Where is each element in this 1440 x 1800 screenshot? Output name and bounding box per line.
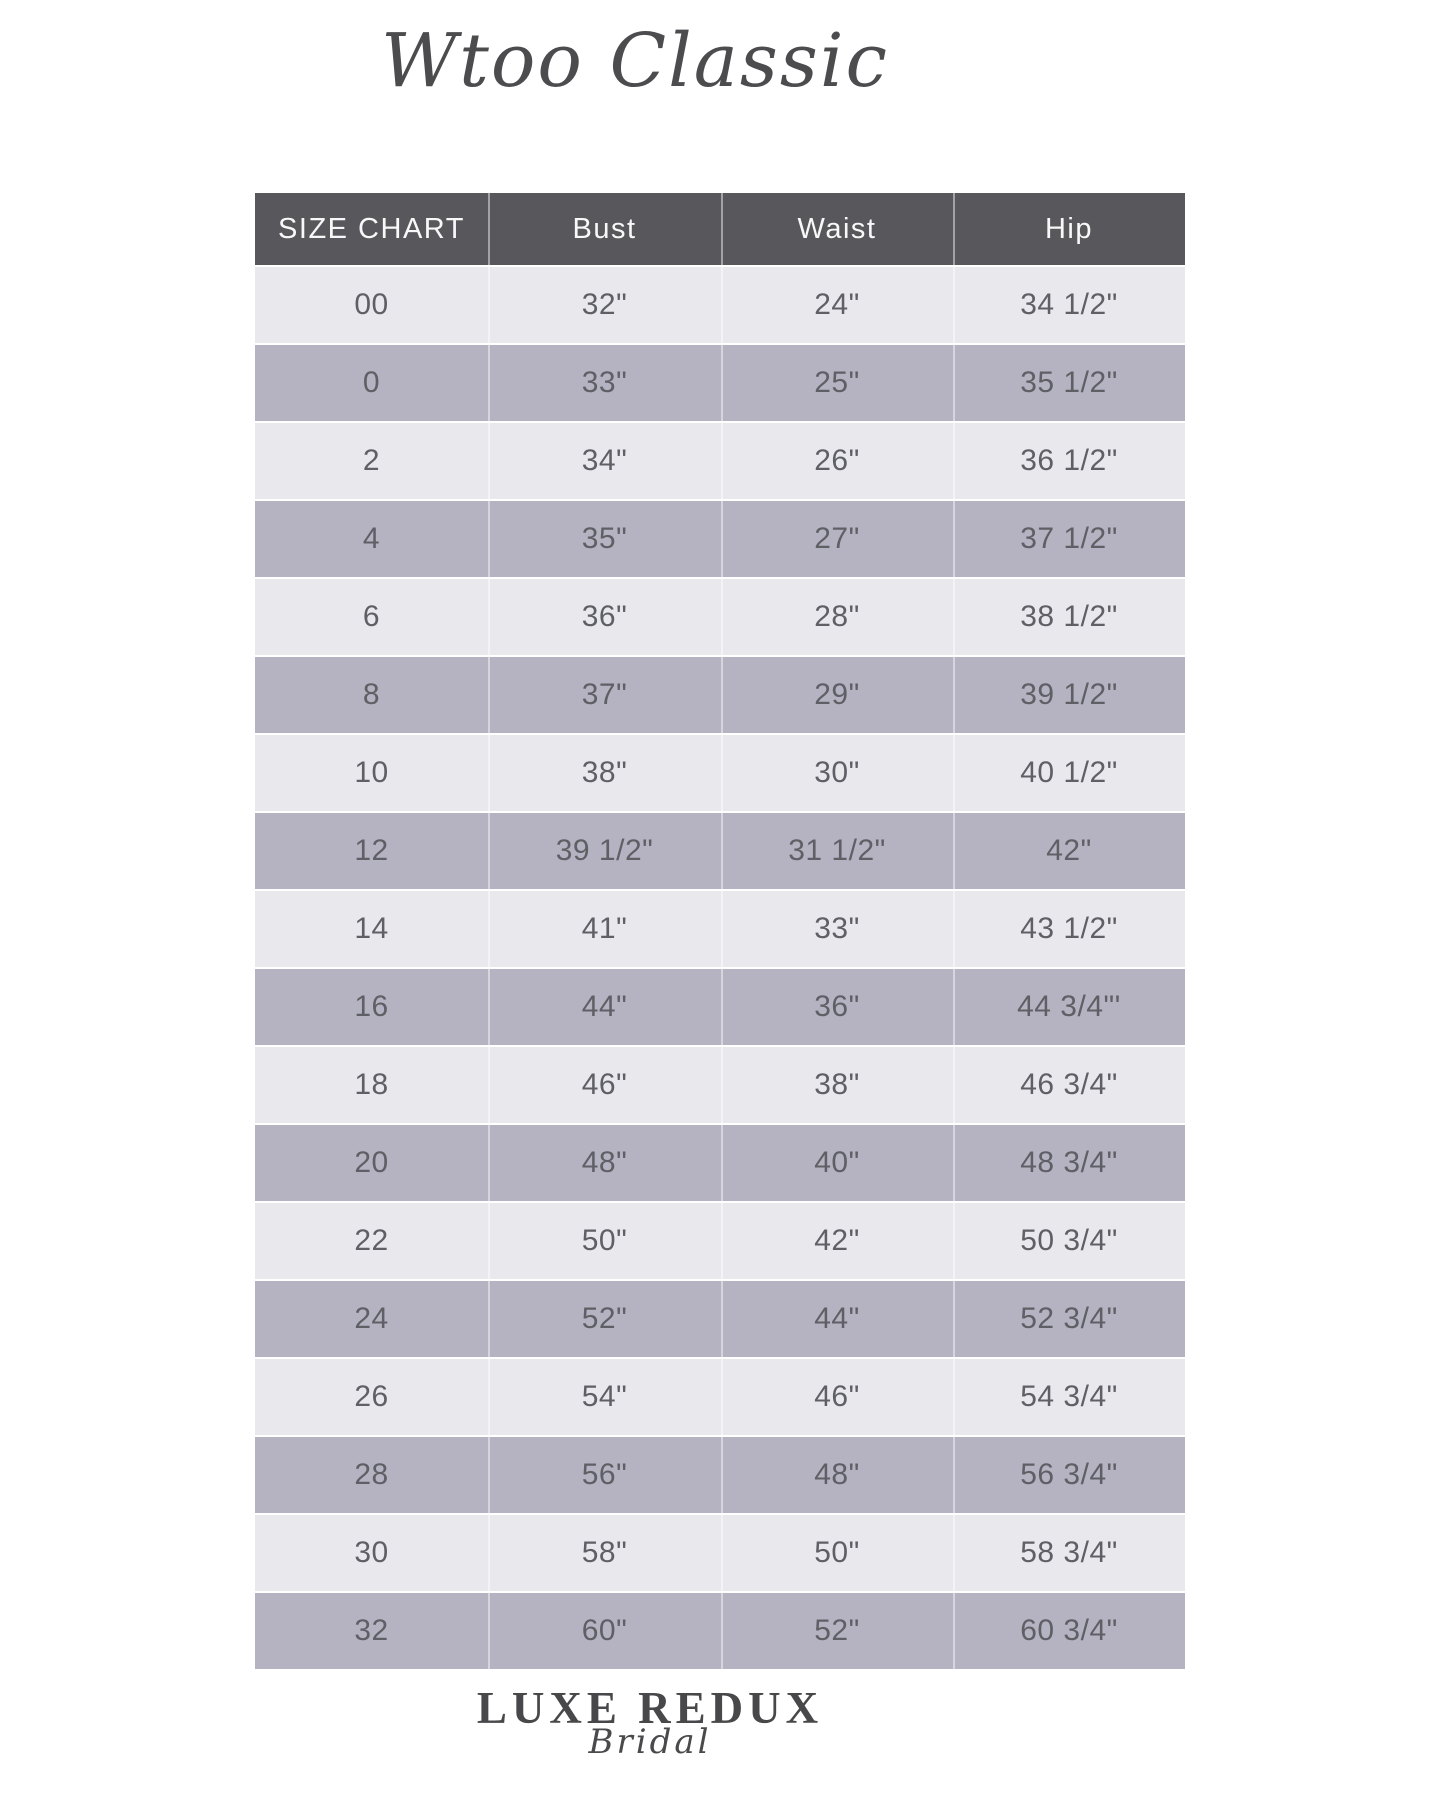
table-row [255,735,1185,811]
header-waist: Waist [721,193,953,265]
cell-waist: 52" [721,1593,953,1669]
cell-hip: 39 1/2" [953,657,1185,733]
cell-waist: 25" [721,345,953,421]
cell-hip: 34 1/2" [953,267,1185,343]
cell-hip: 46 3/4" [953,1047,1185,1123]
cell-size: 00 [354,288,389,321]
cell-size: 12 [354,834,389,867]
cell-size: 20 [354,1146,389,1179]
cell-bust: 32" [488,267,721,343]
table-row [255,1437,1185,1513]
table-row [255,579,1185,655]
cell-size: 24 [354,1302,389,1335]
table-row [255,1359,1185,1435]
cell-bust: 35" [488,501,721,577]
cell-size: 28 [354,1458,389,1491]
cell-hip: 42" [953,813,1185,889]
table-row [255,969,1185,1045]
cell-bust: 39 1/2" [488,813,721,889]
cell-waist: 46" [721,1359,953,1435]
table-header-row [255,193,1185,265]
cell-bust: 50" [488,1203,721,1279]
logo-tagline: Bridal [588,1722,712,1762]
cell-hip: 35 1/2" [953,345,1185,421]
cell-waist: 30" [721,735,953,811]
cell-bust: 38" [488,735,721,811]
cell-hip: 36 1/2" [953,423,1185,499]
cell-size: 18 [354,1068,389,1101]
cell-size: 10 [354,756,389,789]
cell-hip: 58 3/4" [953,1515,1185,1591]
cell-bust: 58" [488,1515,721,1591]
header-bust: Bust [488,193,721,265]
cell-bust: 54" [488,1359,721,1435]
cell-waist: 33" [721,891,953,967]
cell-waist: 31 1/2" [721,813,953,889]
cell-waist: 36" [721,969,953,1045]
cell-bust: 48" [488,1125,721,1201]
cell-waist: 28" [721,579,953,655]
cell-waist: 38" [721,1047,953,1123]
table-row [255,657,1185,733]
table-row [255,1125,1185,1201]
cell-size: 22 [354,1224,389,1257]
cell-hip: 37 1/2" [953,501,1185,577]
cell-hip: 60 3/4" [953,1593,1185,1669]
cell-hip: 38 1/2" [953,579,1185,655]
table-row [255,267,1185,343]
cell-hip: 43 1/2" [953,891,1185,967]
cell-bust: 33" [488,345,721,421]
cell-waist: 27" [721,501,953,577]
logo-wordmark: LUXE REDUX [476,1683,824,1733]
cell-bust: 44" [488,969,721,1045]
cell-waist: 26" [721,423,953,499]
cell-bust: 37" [488,657,721,733]
cell-hip: 50 3/4" [953,1203,1185,1279]
cell-waist: 40" [721,1125,953,1201]
cell-waist: 29" [721,657,953,733]
cell-size: 2 [362,444,381,477]
brand-title: Wtoo Classic [381,18,889,104]
cell-bust: 60" [488,1593,721,1669]
table-row [255,1047,1185,1123]
table-row [255,813,1185,889]
cell-hip: 44 3/4"' [953,969,1185,1045]
cell-bust: 56" [488,1437,721,1513]
cell-size: 26 [354,1380,389,1413]
cell-waist: 48" [721,1437,953,1513]
cell-waist: 24" [721,267,953,343]
cell-waist: 44" [721,1281,953,1357]
cell-size: 6 [362,600,381,633]
cell-bust: 41" [488,891,721,967]
cell-size: 4 [362,522,381,555]
table-row [255,423,1185,499]
cell-bust: 34" [488,423,721,499]
cell-hip: 54 3/4" [953,1359,1185,1435]
cell-size: 16 [354,990,389,1023]
cell-waist: 50" [721,1515,953,1591]
cell-bust: 52" [488,1281,721,1357]
table-body [255,267,1185,1669]
brand-logo [0,1682,1300,1762]
cell-size: 30 [354,1536,389,1569]
cell-bust: 46" [488,1047,721,1123]
cell-waist: 42" [721,1203,953,1279]
table-row [255,891,1185,967]
cell-bust: 36" [488,579,721,655]
table-row [255,1203,1185,1279]
table-row [255,1281,1185,1357]
table-row [255,501,1185,577]
table-row [255,1515,1185,1591]
size-chart-table [255,193,1185,1669]
cell-size: 14 [354,912,389,945]
header-hip: Hip [953,193,1185,265]
table-row [255,1593,1185,1669]
cell-hip: 48 3/4" [953,1125,1185,1201]
cell-hip: 40 1/2" [953,735,1185,811]
cell-hip: 52 3/4" [953,1281,1185,1357]
cell-size: 32 [354,1614,389,1647]
cell-size: 8 [362,678,381,711]
cell-size: 0 [362,366,381,399]
header-size-chart: SIZE CHART [278,212,465,245]
table-row [255,345,1185,421]
cell-hip: 56 3/4" [953,1437,1185,1513]
